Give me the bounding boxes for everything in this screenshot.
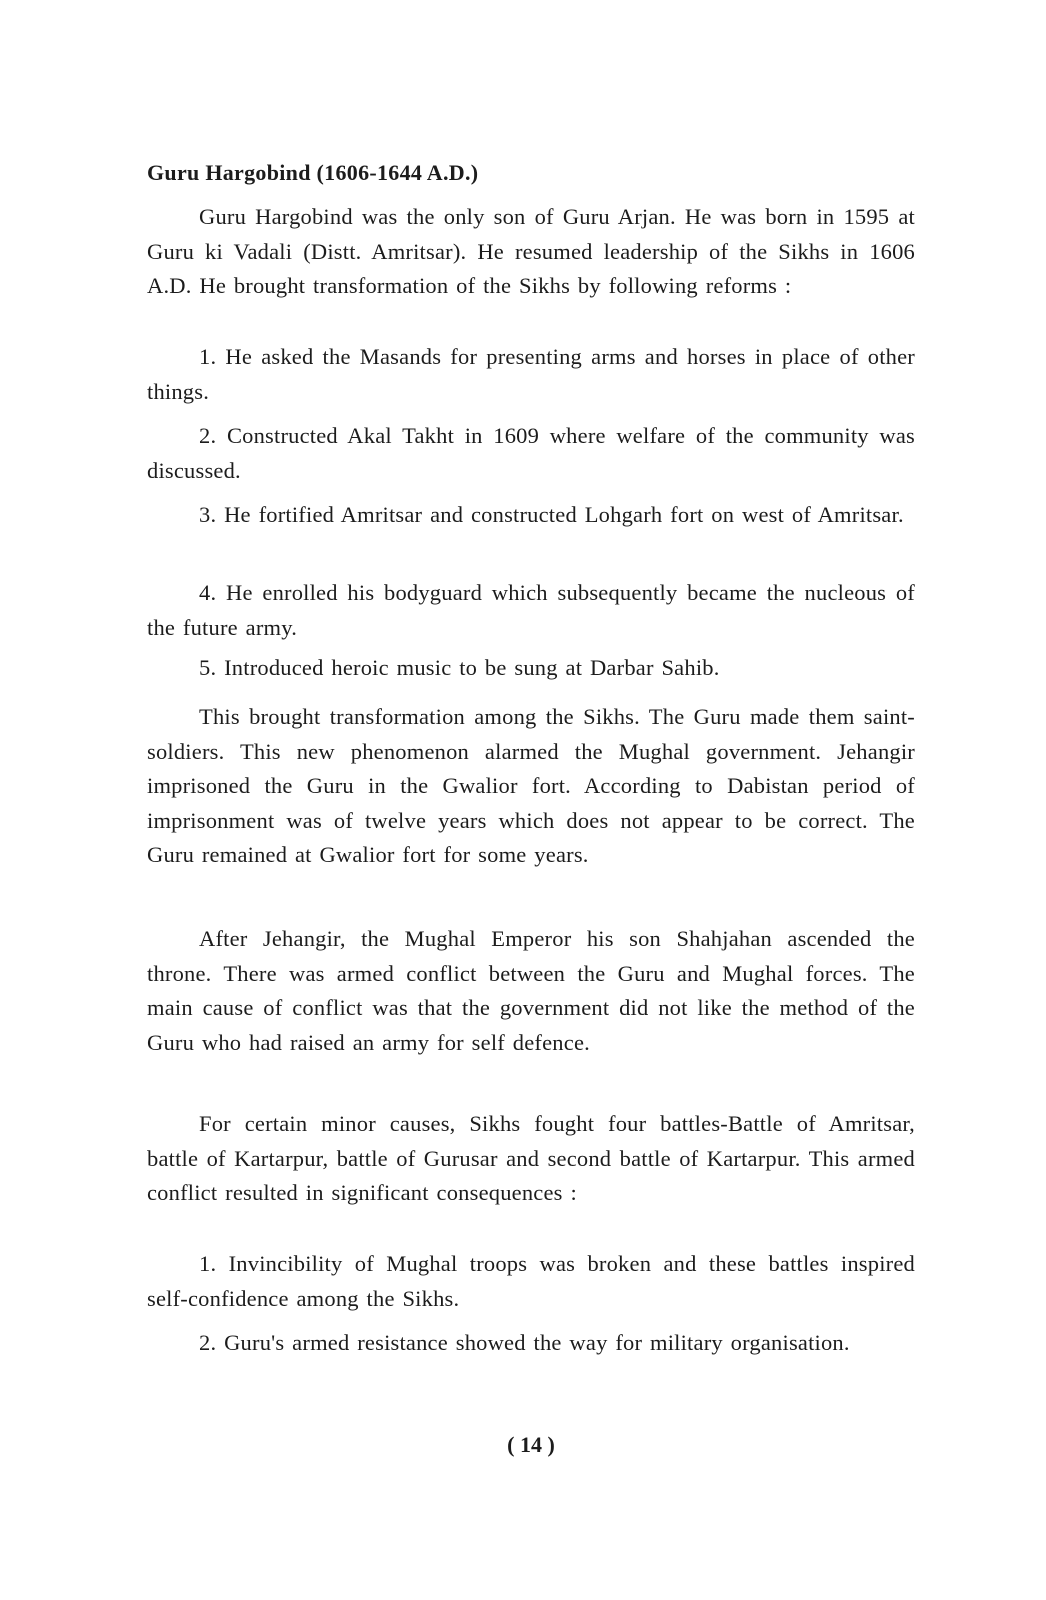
- reform-number: 1.: [199, 344, 217, 369]
- transformation-paragraph: This brought transformation among the Sikhs. The Guru made them saint-soldiers. This new phenomenon alarmed the Mughal government. Jehangir imprisoned the Guru in the Gwalior fort. According to Dabistan period of imprisonment was of twelve years which does not appear to be correct. The Guru remained at Gwalior fort for some years.: [147, 704, 915, 867]
- reform-item-2: [147, 419, 915, 488]
- section-heading: Guru Hargobind (1606-1644 A.D.): [147, 160, 479, 185]
- reform-text: He fortified Amritsar and constructed Lohgarh fort on west of Amritsar.: [224, 502, 904, 527]
- consequence-number: 1.: [199, 1251, 217, 1276]
- consequence-item-1: [147, 1247, 915, 1316]
- consequence-text: Guru's armed resistance showed the way for military organisation.: [224, 1330, 850, 1355]
- reform-item-5: [147, 651, 915, 686]
- page-number: ( 14 ): [507, 1432, 555, 1457]
- battles-paragraph: For certain minor causes, Sikhs fought four battles-Battle of Amritsar, battle of Kartarpur, battle of Gurusar and second battle of Kartarpur. This armed conflict resulted in significant consequences :: [147, 1111, 915, 1205]
- consequence-item-2: [147, 1326, 915, 1361]
- consequence-number: 2.: [199, 1330, 217, 1355]
- reform-number: 2.: [199, 423, 217, 448]
- reform-text: Constructed Akal Takht in 1609 where welfare of the community was discussed.: [147, 423, 915, 483]
- reform-text: Introduced heroic music to be sung at Darbar Sahib.: [224, 655, 720, 680]
- conflict-paragraph: After Jehangir, the Mughal Emperor his son Shahjahan ascended the throne. There was armed conflict between the Guru and Mughal forces. The main cause of conflict was that the government did not like the method of the Guru who had raised an army for self defence.: [147, 926, 915, 1055]
- reform-item-3: [147, 498, 915, 533]
- intro-paragraph: Guru Hargobind was the only son of Guru Arjan. He was born in 1595 at Guru ki Vadali (Distt. Amritsar). He resumed leadership of the Sikhs in 1606 A.D. He brought transformation of the Sikhs by following reforms :: [147, 204, 915, 298]
- reform-item-1: [147, 340, 915, 409]
- reform-number: 4.: [199, 580, 217, 605]
- reform-text: He asked the Masands for presenting arms and horses in place of other things.: [147, 344, 915, 404]
- reform-item-4: [147, 576, 915, 645]
- reform-number: 5.: [199, 655, 217, 680]
- consequence-text: Invincibility of Mughal troops was broken and these battles inspired self-confidence among the Sikhs.: [147, 1251, 915, 1311]
- reform-number: 3.: [199, 502, 217, 527]
- reform-text: He enrolled his bodyguard which subsequently became the nucleous of the future army.: [147, 580, 915, 640]
